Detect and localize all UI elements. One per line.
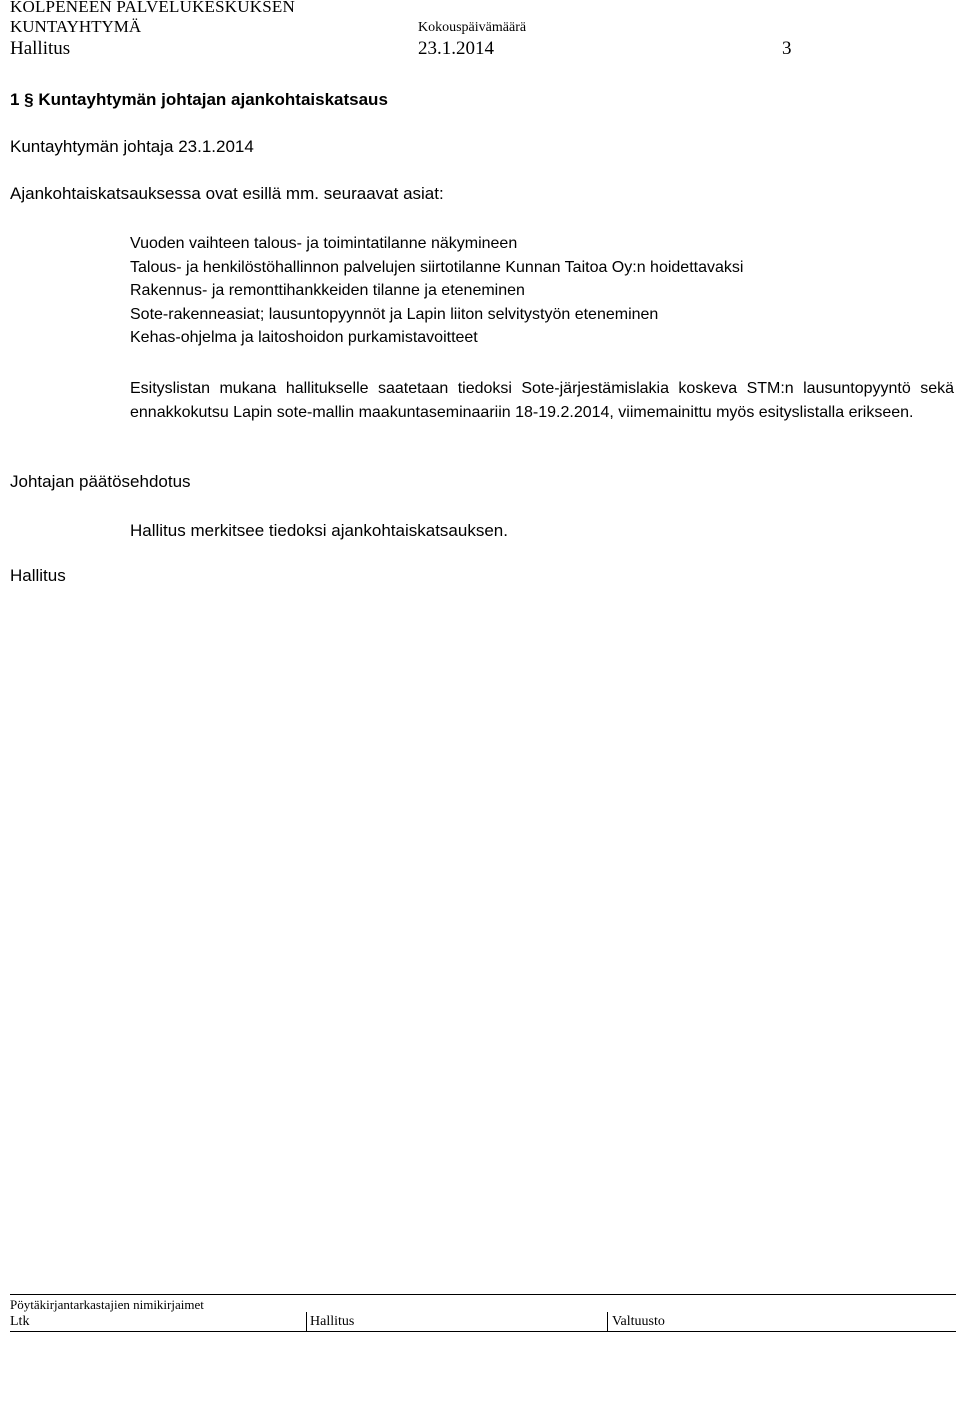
meeting-body: Hallitus [10, 38, 71, 59]
list-item: Vuoden vaihteen talous- ja toimintatilanne näkymineen [130, 235, 518, 252]
attachment-paragraph: Esityslistan mukana hallitukselle saatetaan tiedoksi Sote-järjestämislakia koskeva STM:n lausuntopyyntö sekä ennakkokutsu Lapin sote-mallin maakuntaseminaariin 18-19.2.2014, viimemainittu myös esityslistalla erikseen. [130, 380, 954, 421]
list-item: Talous- ja henkilöstöhallinnon palvelujen siirtotilanne Kunnan Taitoa Oy:n hoidettavaksi [130, 258, 744, 276]
footer-bottom-rule [10, 1331, 956, 1332]
organization-name-line1: KOLPENEEN PALVELUKESKUKSEN [10, 0, 295, 16]
item-heading: 1 § Kuntayhtymän johtajan ajankohtaiskatsaus [10, 90, 388, 109]
meeting-date-label: Kokouspäivämäärä [418, 20, 527, 35]
list-item: Rakennus- ja remonttihankkeiden tilanne ja eteneminen [130, 282, 525, 299]
list-item: Sote-rakenneasiat; lausuntopyynnöt ja Lapin liiton selvitystyön eteneminen [130, 305, 659, 323]
page-number: 3 [782, 38, 792, 59]
list-item: Kehas-ohjelma ja laitoshoidon purkamistavoitteet [130, 329, 478, 346]
footer-top-rule [10, 1294, 956, 1295]
footer-column-ltk: Ltk [10, 1314, 30, 1329]
author-line: Kuntayhtymän johtaja 23.1.2014 [10, 137, 254, 156]
footer-column-divider [306, 1312, 307, 1331]
proposal-label: Johtajan päätösehdotus [10, 472, 191, 491]
decision-label: Hallitus [10, 566, 66, 585]
proposal-text: Hallitus merkitsee tiedoksi ajankohtaiskatsauksen. [130, 521, 508, 540]
footer-title: Pöytäkirjantarkastajien nimikirjaimet [10, 1297, 204, 1312]
topic-list [130, 232, 743, 350]
meeting-date: 23.1.2014 [418, 38, 494, 59]
footer-column-divider [607, 1312, 608, 1331]
footer-column-hallitus: Hallitus [310, 1314, 355, 1329]
intro-text: Ajankohtaiskatsauksessa ovat esillä mm. seuraavat asiat: [10, 184, 444, 203]
footer-column-valtuusto: Valtuusto [612, 1314, 665, 1329]
organization-name-line2: KUNTAYHTYMÄ [10, 17, 142, 36]
